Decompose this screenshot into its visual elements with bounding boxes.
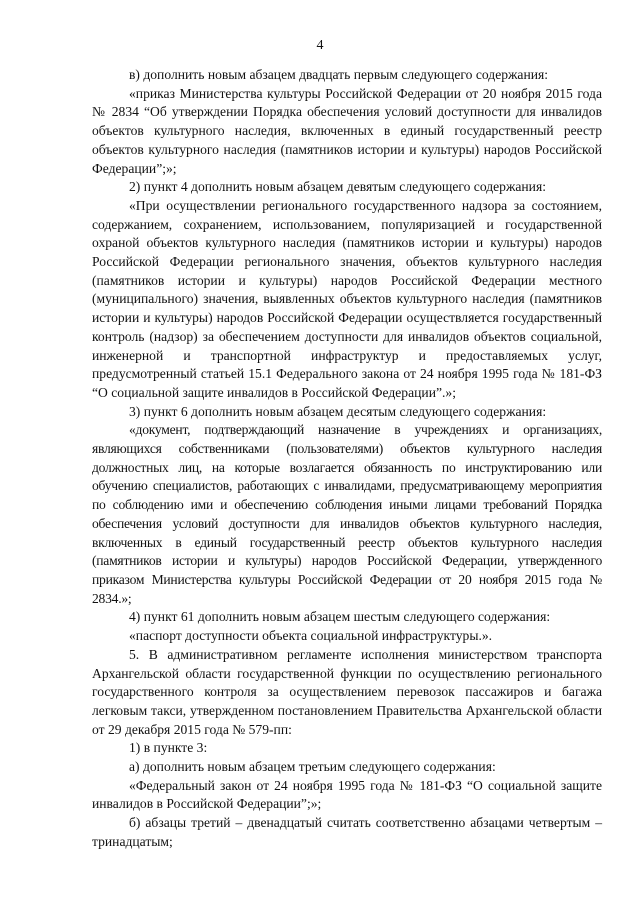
paragraph-item-4: 4) пункт 61 дополнить новым абзацем шестым следующего содержания: bbox=[129, 609, 551, 625]
paragraph-quote-document: «документ, подтверждающий назначение в учреждениях и организациях, являющихся собственниками (пользователями) объектов культурного наследия должностных лиц, на которые возлагается обязанность по инструктированию или обучению специалистов, работающих с инвалидами, предусматривающему мероприятия по соблюдению ими и обеспечению соблюдения иными лицами требований Порядка обеспечения условий доступности для инвалидов объектов культурного наследия, включенных в единый государственный реестр объектов культурного наследия (памятников истории и культуры) народов Российской Федерации, утвержденного приказом Министерства культуры Российской Федерации от 20 ноября 2015 года № 2834.»; bbox=[92, 422, 602, 606]
paragraph-subitem-1: 1) в пункте 3: bbox=[129, 740, 208, 756]
paragraph-subitem-b: б) абзацы третий – двенадцатый считать соответственно абзацами четвертым – тринадцатым; bbox=[92, 815, 602, 849]
paragraph-quote-order-2834: «приказ Министерства культуры Российской Федерации от 20 ноября 2015 года № 2834 “Об утверждении Порядка обеспечения условий доступности для инвалидов объектов культурного наследия, включенных в единый государственный реестр объектов культурного наследия (памятников истории и культуры) народов Российской Федерации”;»; bbox=[92, 85, 602, 176]
document-body bbox=[92, 66, 602, 852]
paragraph-item-3: 3) пункт 6 дополнить новым абзацем десятым следующего содержания: bbox=[129, 403, 547, 419]
paragraph-quote-supervision: «При осуществлении регионального государственного надзора за состоянием, содержанием, сохранением, использованием, популяризацией и государственной охраной объектов культурного наследия (памятников истории и культуры) народов Российской Федерации регионального значения, объектов культурного наследия (памятников истории и культуры) народов Российской Федерации местного (муниципального) значения, выявленных объектов культурного наследия (памятников истории и культуры) народов Российской Федерации осуществляется государственный контроль (надзор) за обеспечением доступности для инвалидов объектов социальной, инженерной и транспортной инфраструктур и предоставляемых услуг, предусмотренный статьей 15.1 Федерального закона от 24 ноября 1995 года № 181-ФЗ “О социальной защите инвалидов в Российской Федерации”.»; bbox=[92, 197, 602, 400]
page-number: 4 bbox=[316, 38, 324, 53]
paragraph-quote-passport: «паспорт доступности объекта социальной инфраструктуры.». bbox=[129, 628, 493, 644]
paragraph-3v: в) дополнить новым абзацем двадцать первым следующего содержания: bbox=[129, 67, 549, 82]
paragraph-item-2: 2) пункт 4 дополнить новым абзацем девятым следующего содержания: bbox=[129, 179, 546, 195]
paragraph-section-5: 5. В административном регламенте исполнения министерством транспорта Архангельской области государственной функции по осуществлению регионального государственного контроля за осуществлением перевозок пассажиров и багажа легковым такси, утвержденном постановлением Правительства Архангельской области от 29 декабря 2015 года № 579-пп: bbox=[92, 646, 602, 737]
paragraph-quote-law-181: «Федеральный закон от 24 ноября 1995 года № 181-ФЗ “О социальной защите инвалидов в Российской Федерации”;»; bbox=[92, 777, 602, 812]
paragraph-subitem-a: а) дополнить новым абзацем третьим следующего содержания: bbox=[129, 759, 496, 775]
